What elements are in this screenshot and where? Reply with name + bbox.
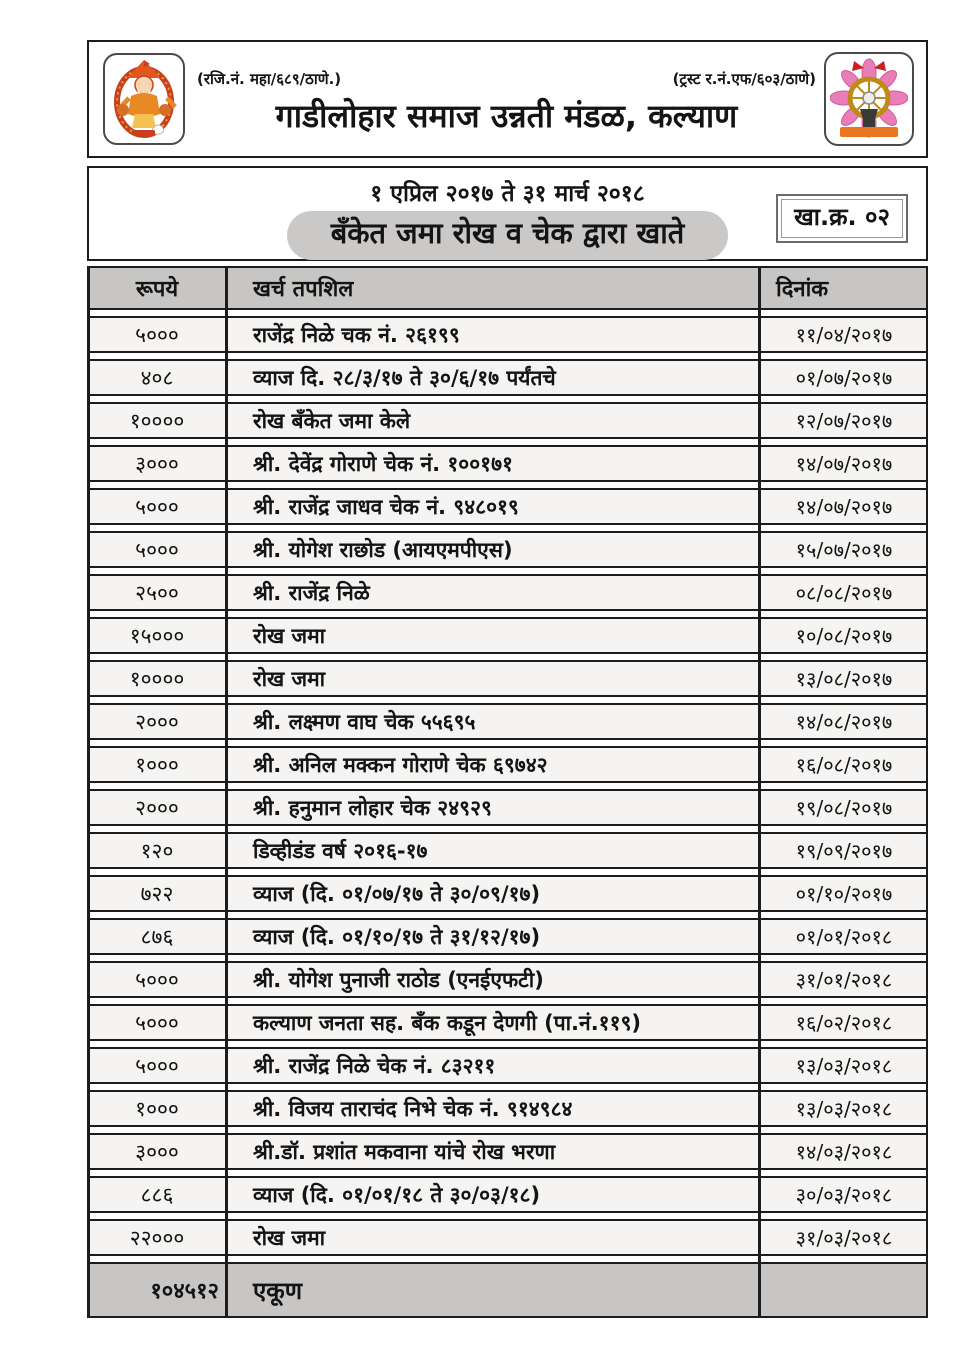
row-amount: ८७६ xyxy=(140,924,174,949)
row-date: १२/०७/२०१७ xyxy=(795,409,893,433)
row-detail: श्री. राजेंद्र निळे चेक नं. ८३२११ xyxy=(253,1053,496,1078)
table-row xyxy=(87,1219,928,1256)
reg-number-left: (रजि.नं. महा/६८९/ठाणे.) xyxy=(197,70,342,88)
table-right-border xyxy=(926,266,929,1318)
table-row xyxy=(87,832,928,869)
row-detail: श्री. देवेंद्र गोराणे चेक नं. १००१७१ xyxy=(253,451,513,476)
row-amount: ५००० xyxy=(135,322,179,347)
row-detail: व्याज (दि. ०१/०१/१८ ते ३०/०३/१८) xyxy=(253,1182,541,1207)
table-row xyxy=(87,746,928,783)
row-detail: श्री. अनिल मक्कन गोराणे चेक ६९७४२ xyxy=(253,752,548,777)
table-row xyxy=(87,875,928,912)
row-detail: रोख बँकेत जमा केले xyxy=(253,408,411,433)
table-row xyxy=(87,445,928,482)
ledger-table xyxy=(87,266,928,1318)
row-date: १४/०७/२०१७ xyxy=(795,495,893,519)
table-row xyxy=(87,1047,928,1084)
row-date: ३१/०१/२०१८ xyxy=(795,968,893,992)
column-header-date: दिनांक xyxy=(776,277,829,302)
col-divider-amount xyxy=(225,266,228,1318)
row-amount: १२० xyxy=(140,838,174,863)
row-date: १४/०७/२०१७ xyxy=(795,452,893,476)
row-date: ०१/०१/२०१८ xyxy=(795,925,893,949)
row-amount: ५००० xyxy=(135,494,179,519)
table-row xyxy=(87,316,928,353)
row-amount: ५००० xyxy=(135,1010,179,1035)
row-date: ०१/०७/२०१७ xyxy=(795,366,893,390)
row-amount: १०००० xyxy=(129,666,185,691)
table-row xyxy=(87,1090,928,1127)
account-number-badge xyxy=(776,194,908,243)
header-middle xyxy=(185,61,824,137)
vishwakarma-deity-graphic xyxy=(109,58,179,140)
row-date: ३०/०३/२०१८ xyxy=(795,1183,893,1207)
row-detail: रोख जमा xyxy=(253,623,326,648)
total-row xyxy=(87,1262,928,1318)
table-row xyxy=(87,488,928,525)
row-detail: कल्याण जनता सह. बँक कडून देणगी (पा.नं.११९) xyxy=(253,1010,642,1035)
row-amount: २२००० xyxy=(129,1225,185,1250)
table-row xyxy=(87,574,928,611)
row-date: १३/०३/२०१८ xyxy=(795,1097,893,1121)
row-detail: राजेंद्र निळे चक नं. २६१९९ xyxy=(253,322,460,347)
total-label: एकूण xyxy=(253,1276,303,1305)
row-amount: ३००० xyxy=(135,1139,179,1164)
row-detail: श्री. लक्ष्मण वाघ चेक ५५६९५ xyxy=(253,709,476,734)
table-row xyxy=(87,359,928,396)
row-detail: श्री. राजेंद्र जाधव चेक नं. ९४८०१९ xyxy=(253,494,519,519)
registration-row xyxy=(197,69,816,89)
row-date: १०/०८/२०१७ xyxy=(795,624,893,648)
row-date: ०८/०८/२०१७ xyxy=(795,581,893,605)
subheader-box xyxy=(87,166,928,261)
row-date: ३१/०३/२०१८ xyxy=(795,1226,893,1250)
row-date: ११/०४/२०१७ xyxy=(795,323,893,347)
row-amount: ५००० xyxy=(135,967,179,992)
lotus-wheel-graphic xyxy=(830,57,908,141)
row-date: १४/०८/२०१७ xyxy=(795,710,893,734)
row-amount: २००० xyxy=(135,795,179,820)
row-detail: श्री. योगेश पुनाजी राठोड (एनईएफटी) xyxy=(253,967,544,992)
deity-emblem-icon xyxy=(103,53,185,145)
table-row xyxy=(87,703,928,740)
row-date: १६/०८/२०१७ xyxy=(795,753,893,777)
table-header-row xyxy=(87,266,928,310)
row-detail: श्री. राजेंद्र निळे xyxy=(253,580,370,605)
row-amount: ८८६ xyxy=(140,1182,174,1207)
reg-number-right: (ट्रस्ट र.नं.एफ/६०३/ठाणे) xyxy=(672,70,816,88)
row-detail: व्याज (दि. ०१/०७/१७ ते ३०/०९/१७) xyxy=(253,881,541,906)
row-date: ०१/१०/२०१७ xyxy=(795,882,893,906)
row-detail: रोख जमा xyxy=(253,666,326,691)
table-row xyxy=(87,918,928,955)
table-row xyxy=(87,617,928,654)
total-amount: १०४५१२ xyxy=(150,1279,219,1304)
row-date: १६/०२/२०१८ xyxy=(795,1011,893,1035)
table-row xyxy=(87,1176,928,1213)
account-number-text: खा.क्र. ०२ xyxy=(781,199,903,238)
row-detail: श्री. योगेश राछोड (आयएमपीएस) xyxy=(253,537,513,562)
row-amount: १५००० xyxy=(129,623,185,648)
row-amount: १०००० xyxy=(129,408,185,433)
row-detail: डिव्हीडंड वर्ष २०१६-१७ xyxy=(253,838,428,863)
row-amount: ३००० xyxy=(135,451,179,476)
table-row xyxy=(87,961,928,998)
row-date: १३/०३/२०१८ xyxy=(795,1054,893,1078)
lotus-wheel-emblem-icon xyxy=(824,52,914,146)
row-date: १३/०८/२०१७ xyxy=(795,667,893,691)
row-amount: ७२२ xyxy=(140,881,174,906)
table-row xyxy=(87,1133,928,1170)
row-detail: व्याज (दि. ०१/१०/१७ ते ३१/१२/१७) xyxy=(253,924,541,949)
table-row xyxy=(87,531,928,568)
row-detail: व्याज दि. २८/३/१७ ते ३०/६/१७ पर्यंतचे xyxy=(253,365,556,390)
row-amount: १००० xyxy=(135,752,179,777)
row-date: १९/०९/२०१७ xyxy=(795,839,893,863)
row-detail: श्री.डॉ. प्रशांत मकवाना यांचे रोख भरणा xyxy=(253,1139,556,1164)
row-detail: रोख जमा xyxy=(253,1225,326,1250)
row-date: १५/०७/२०१७ xyxy=(795,538,893,562)
table-body xyxy=(87,316,928,1256)
org-title: गाडीलोहार समाज उन्नती मंडळ, कल्याण xyxy=(275,97,738,135)
row-amount: ५००० xyxy=(135,537,179,562)
table-left-border xyxy=(87,266,90,1318)
row-detail: श्री. विजय ताराचंद निभे चेक नं. ९१४९८४ xyxy=(253,1096,573,1121)
table-row xyxy=(87,789,928,826)
period-text: १ एप्रिल २०१७ ते ३१ मार्च २०१८ xyxy=(370,181,645,207)
row-detail: श्री. हनुमान लोहार चेक २४९२९ xyxy=(253,795,492,820)
column-header-detail: खर्च तपशिल xyxy=(253,277,354,302)
row-amount: ५००० xyxy=(135,1053,179,1078)
col-divider-date xyxy=(758,266,761,1318)
row-amount: ४०८ xyxy=(140,365,174,390)
row-date: १४/०३/२०१८ xyxy=(795,1140,893,1164)
row-date: १९/०८/२०१७ xyxy=(795,796,893,820)
table-row xyxy=(87,1004,928,1041)
header-box xyxy=(87,40,928,158)
table-row xyxy=(87,402,928,439)
column-header-amount: रूपये xyxy=(135,277,179,302)
document xyxy=(87,40,928,1318)
row-amount: २५०० xyxy=(135,580,179,605)
table-row xyxy=(87,660,928,697)
row-amount: २००० xyxy=(135,709,179,734)
row-amount: १००० xyxy=(135,1096,179,1121)
account-title-pill: बँकेत जमा रोख व चेक द्वारा खाते xyxy=(287,211,729,260)
